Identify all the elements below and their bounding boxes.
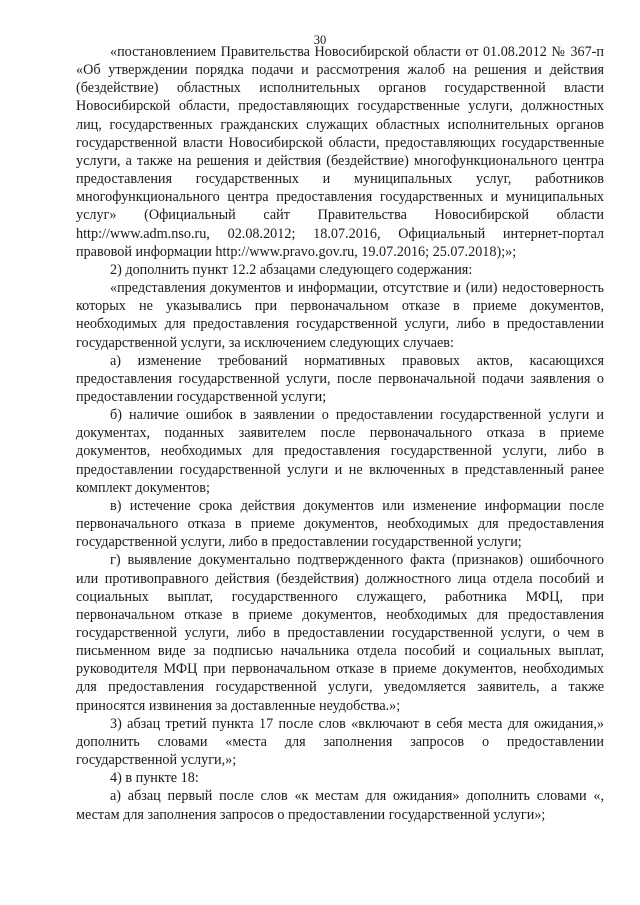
paragraph-subitem-g: г) выявление документально подтвержденного факта (признаков) ошибочного или противоправного действия (бездействия) должностного лица отдела пособий и социальных выплат, государственного служащего, работника МФЦ, при первоначальном отказе в приеме документов, необходимых для предоставления государственной услуги, либо в предоставлении государственной услуги, о чем в письменном виде за подписью начальника отдела пособий и социальных выплат, руководителя МФЦ при первоначальном отказе в приеме документов, необходимых для предоставления государственной услуги, уведомляется заявитель, а также приносятся извинения за доставленные неудобства.»;	[76, 552, 604, 714]
paragraph-subitem-b: б) наличие ошибок в заявлении о предоставлении государственной услуги и документах, поданных заявителем после первоначального отказа в приеме документов, необходимых для предоставления государственной услуги, либо в предоставлении государственной услуги и не включенных в представленный ранее комплект документов;	[76, 407, 604, 496]
paragraph-item-3: 3) абзац третий пункта 17 после слов «включают в себя места для ожидания,» дополнить словами «места для заполнения запросов о предоставлении государственной услуги,»;	[76, 715, 604, 769]
paragraph-documents-info: «представления документов и информации, отсутствие и (или) недостоверность которых не указывались при первоначальном отказе в приеме документов, необходимых для предоставления государственной услуги, либо в предоставлении государственной услуги, за исключением следующих случаев:	[76, 280, 604, 351]
paragraph-item-2: 2) дополнить пункт 12.2 абзацами следующего содержания:	[110, 261, 473, 278]
page-number: 30	[313, 33, 327, 47]
paragraph-item-4-a: а) абзац первый после слов «к местам для ожидания» дополнить словами «, местам для заполнения запросов о предоставлении государственной услуги»;	[76, 788, 604, 823]
paragraph-citation: «постановлением Правительства Новосибирской области от 01.08.2012 № 367-п «Об утверждении порядка подачи и рассмотрения жалоб на решения и действия (бездействие) областных исполнительных органов государственной власти Новосибирской области, предоставляющих государственные услуги, должностных лиц, государственных гражданских служащих областных исполнительных органов государственной власти Новосибирской области, предоставляющих государственные услуги, а также на решения и действия (бездействие) многофункционального центра предоставления государственных и муниципальных услуг, работников многофункционального центра предоставления государственных и муниципальных услуг» (Официальный сайт Правительства Новосибирской области http://www.adm.nso.ru, 02.08.2012; 18.07.2016, Официальный интернет-портал правовой информации http://www.pravo.gov.ru, 19.07.2016; 25.07.2018);»;	[76, 44, 604, 260]
document-body	[76, 43, 604, 824]
paragraph-subitem-a: а) изменение требований нормативных правовых актов, касающихся предоставления государственной услуги, после первоначальной подачи заявления о предоставлении государственной услуги;	[76, 352, 604, 405]
paragraph-subitem-v: в) истечение срока действия документов или изменение информации после первоначального отказа в приеме документов, необходимых для предоставления государственной услуги, либо в предоставлении государственной услуги;	[76, 497, 604, 551]
paragraph-item-4: 4) в пункте 18:	[110, 770, 199, 787]
